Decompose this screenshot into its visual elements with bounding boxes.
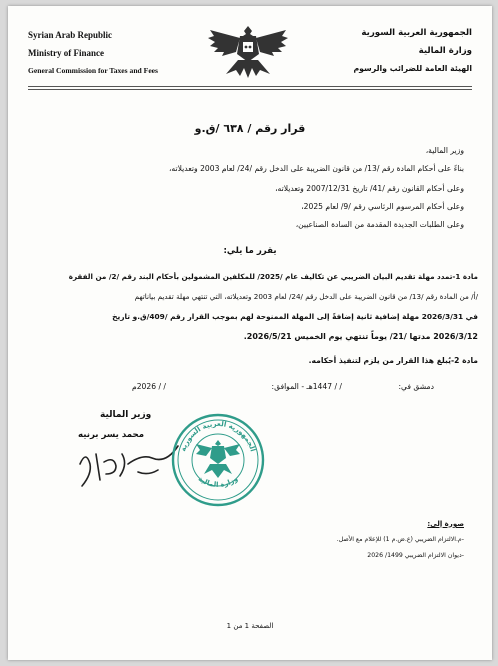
copies-item-1: -م.الالتزام الضريبي (ع.ض.م 1) للإعلام مع الأصل. <box>336 536 464 543</box>
signatory-title: وزير المالية <box>100 410 152 420</box>
copies-item-2: -ديوان الالتزام الضريبي 1499/ 2026 <box>367 552 464 559</box>
header-ar-commission: الهيئة العامة للضرائب والرسوم <box>353 64 472 73</box>
stamp-bottom-text: وزارة المالية <box>196 474 240 489</box>
minister-line: وزير المالية، <box>425 146 464 155</box>
article-1-line-3: في 2026/3/31 مهلة إضافية ثانية إضافةً إلى المهلة الممنوحة لهم بموجب القرار رقم /409/ق.و تاريخ <box>112 312 478 321</box>
reference-2: وعلى أحكام القانون رقم /41/ تاريخ 2007/12/31 وتعديلاته، <box>275 184 464 193</box>
reference-4: وعلى الطلبات الجديدة المقدمة من السادة الصناعيين، <box>295 220 464 229</box>
header-ar-ministry: وزارة المالية <box>418 46 472 56</box>
stamp-top-text: الجمهورية العربية السورية <box>179 419 257 453</box>
signatory-name: محمد يسر برنيه <box>78 430 145 440</box>
decision-title: قرار رقم / ٦٣٨ /ق.و <box>194 122 306 135</box>
document-page <box>8 6 492 660</box>
header-en-republic: Syrian Arab Republic <box>28 30 113 40</box>
decides-heading: يقرر ما يلي: <box>223 246 277 256</box>
article-1-line-2: /أ/ من المادة رقم /13/ من قانون الضريبة على الدخل رقم /24/ لعام 2003 وتعديلاته، التي تنتهي مهلة تقديم بياناتهم <box>134 292 478 301</box>
header-en-commission: General Commission for Taxes and Fees <box>28 66 159 75</box>
date-place: دمشق في: <box>398 382 434 391</box>
date-gregorian: / / 2026م <box>132 382 166 391</box>
header-en-ministry: Ministry of Finance <box>28 48 104 58</box>
reference-3: وعلى أحكام المرسوم الرئاسي رقم /9/ لعام 2025، <box>301 202 464 211</box>
official-stamp-icon <box>170 412 266 508</box>
copies-label: صورة إلى: <box>427 520 464 528</box>
eagle-emblem-icon <box>206 20 290 80</box>
page-number: الصفحة 1 من 1 <box>226 622 274 630</box>
header-divider <box>28 86 472 87</box>
article-2: مادة 2-يُبلغ هذا القرار من يلزم لتنفيذ أحكامه. <box>308 356 478 365</box>
article-1-line-1: مادة 1-تمدد مهلة تقديم البيان الضريبي عن تكاليف عام /2025/ للمكلفين المشمولين بأحكام البند رقم /2/ من الفقرة <box>68 272 478 281</box>
handwritten-signature-icon <box>74 424 184 494</box>
date-hijri: / / 1447هـ - الموافق: <box>271 382 342 391</box>
article-1-line-4: 2026/3/12 مدتها /21/ يوماً تنتهي يوم الخميس 2026/5/21. <box>243 332 478 341</box>
header-divider-thin <box>28 89 472 90</box>
reference-1: بناءً على أحكام المادة رقم /13/ من قانون الضريبة على الدخل رقم /24/ لعام 2003 وتعديلاته، <box>168 164 464 173</box>
header-ar-republic: الجمهورية العربية السورية <box>361 28 472 38</box>
